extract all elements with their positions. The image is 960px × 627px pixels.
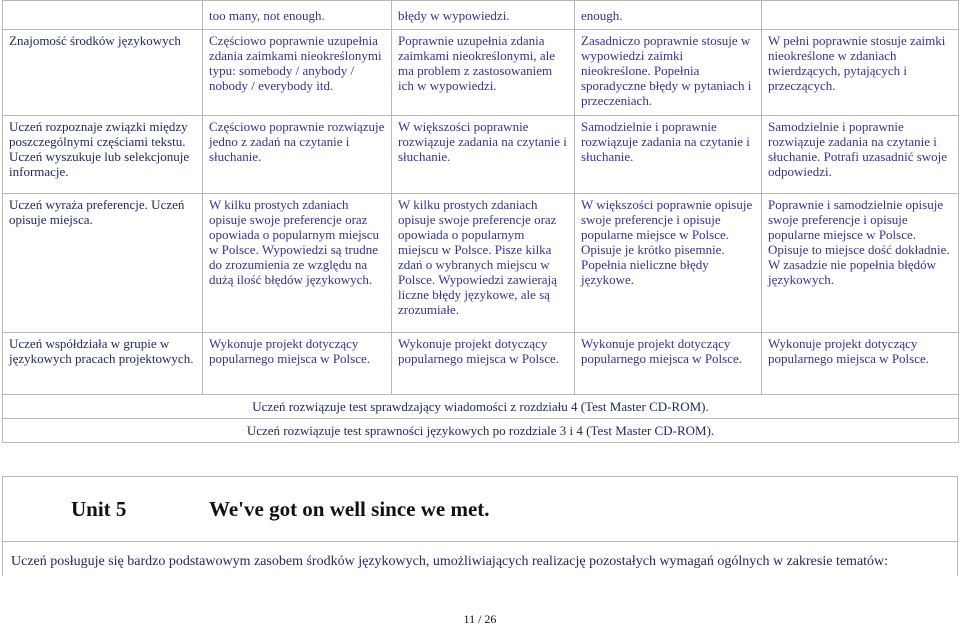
requirements-table <box>2 0 959 443</box>
table-row <box>3 30 959 116</box>
level-cell: Wykonuje projekt dotyczący popularnego miejsca w Polsce. <box>392 333 575 395</box>
table-cell: błędy w wypowiedzi. <box>392 1 575 30</box>
level-cell: Samodzielnie i poprawnie rozwiązuje zadania na czytanie i słuchanie. <box>575 116 762 194</box>
table-row <box>3 194 959 333</box>
table-cell <box>762 1 959 30</box>
table-row-continuation <box>3 1 959 30</box>
level-cell: Wykonuje projekt dotyczący popularnego miejsca w Polsce. <box>575 333 762 395</box>
page-number: 11 / 26 <box>463 612 497 626</box>
level-cell: Częściowo poprawnie uzupełnia zdania zaimkami nieokreślonymi typu: somebody / anybody / nobody / everybody itd. <box>203 30 392 116</box>
criterion-cell: Uczeń rozpoznaje związki między poszczególnymi częściami tekstu. Uczeń wyszukuje lub selekcjonuje informacje. <box>3 116 203 194</box>
unit-label: Unit 5 <box>71 497 127 521</box>
test-row-text: Uczeń rozwiązuje test sprawdzający wiadomości z rozdziału 4 (Test Master CD-ROM). <box>3 395 959 419</box>
table-row <box>3 116 959 194</box>
criterion-cell: Uczeń wyraża preferencje. Uczeń opisuje miejsca. <box>3 194 203 333</box>
level-cell: W większości poprawnie opisuje swoje preferencje i opisuje popularne miejsce w Polsce. Opisuje je krótko pisemnie. Popełnia nieliczne błędy językowe. <box>575 194 762 333</box>
table-cell: enough. <box>575 1 762 30</box>
table-cell <box>3 1 203 30</box>
level-cell: W kilku prostych zdaniach opisuje swoje preferencje oraz opowiada o popularnym miejscu w Polsce. Pisze kilka zdań o wybranych miejscu w Polsce. Wypowiedzi zawierają liczne błędy językowe, ale są zrozumiałe. <box>392 194 575 333</box>
test-row <box>3 419 959 443</box>
level-cell: Poprawnie uzupełnia zdania zaimkami nieokreślonymi, ale ma problem z zastosowaniem ich w wypowiedzi. <box>392 30 575 116</box>
level-cell: Samodzielnie i poprawnie rozwiązuje zadania na czytanie i słuchanie. Potrafi uzasadnić swoje odpowiedzi. <box>762 116 959 194</box>
level-cell: Poprawnie i samodzielnie opisuje swoje preferencje i opisuje popularne miejsce w Polsce. Opisuje to miejsce dość dokładnie. W zasadzie nie popełnia błędów językowych. <box>762 194 959 333</box>
unit-header <box>2 476 958 576</box>
level-cell: Wykonuje projekt dotyczący popularnego miejsca w Polsce. <box>762 333 959 395</box>
level-cell: W pełni poprawnie stosuje zaimki nieokreślone w zdaniach twierdzących, pytających i przeczących. <box>762 30 959 116</box>
unit-intro: Uczeń posługuje się bardzo podstawowym zasobem środków językowych, umożliwiających realizację pozostałych wymagań ogólnych w zakresie tematów: <box>11 554 889 569</box>
table-row <box>3 333 959 395</box>
test-row <box>3 395 959 419</box>
level-cell: Wykonuje projekt dotyczący popularnego miejsca w Polsce. <box>203 333 392 395</box>
test-row-text: Uczeń rozwiązuje test sprawności językowych po rozdziale 3 i 4 (Test Master CD-ROM). <box>3 419 959 443</box>
criterion-cell: Znajomość środków językowych <box>3 30 203 116</box>
level-cell: Zasadniczo poprawnie stosuje w wypowiedzi zaimki nieokreślone. Popełnia sporadyczne błędy w pytaniach i przeczeniach. <box>575 30 762 116</box>
level-cell: W większości poprawnie rozwiązuje zadania na czytanie i słuchanie. <box>392 116 575 194</box>
unit-title: We've got on well since we met. <box>209 497 490 521</box>
criterion-cell: Uczeń współdziała w grupie w językowych pracach projektowych. <box>3 333 203 395</box>
divider <box>3 541 957 542</box>
table-cell: too many, not enough. <box>203 1 392 30</box>
level-cell: Częściowo poprawnie rozwiązuje jedno z zadań na czytanie i słuchanie. <box>203 116 392 194</box>
level-cell: W kilku prostych zdaniach opisuje swoje preferencje oraz opowiada o popularnym miejscu w Polsce. Wypowiedzi są trudne do zrozumienia ze względu na dużą ilość błędów językowych. <box>203 194 392 333</box>
